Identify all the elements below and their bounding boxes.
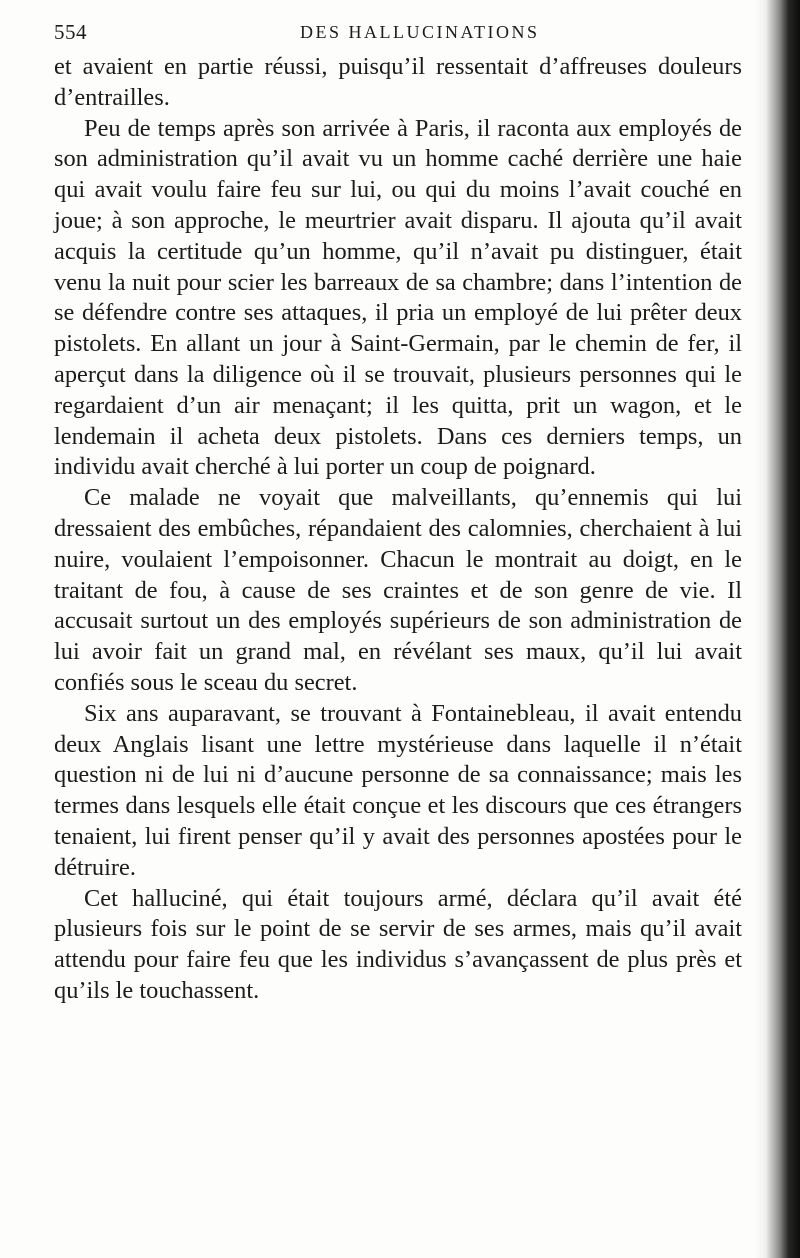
paragraph: et avaient en partie réussi, puisqu’il ressentait d’affreuses douleurs d’entrailles.: [54, 53, 742, 111]
page-header: [54, 18, 744, 48]
paragraph: Ce malade ne voyait que malveillants, qu’ennemis qui lui dressaient des embûches, répandaient des calomnies, cherchaient à lui nuire, voulaient l’empoisonner. Chacun le montrait au doigt, en le traitant de fou, à cause de ses craintes et de son genre de vie. Il accusait surtout un des employés supérieurs de son administration de lui avoir fait un grand mal, en révélant ses maux, qu’il lui avait confiés sous le sceau du secret.: [54, 484, 742, 696]
book-spine-shadow: [754, 0, 800, 1258]
paragraph: Peu de temps après son arrivée à Paris, il raconta aux employés de son administration qu’il avait vu un homme caché derrière une haie qui avait voulu faire feu sur lui, ou qui du moins l’avait couché en joue; à son approche, le meurtrier avait disparu. Il ajouta qu’il avait acquis la certitude qu’un homme, qu’il n’avait pu distinguer, était venu la nuit pour scier les barreaux de sa chambre; dans l’intention de se défendre contre ses attaques, il pria un employé de lui prêter deux pistolets. En allant un jour à Saint-Germain, par le chemin de fer, il aperçut dans la diligence où il se trouvait, plusieurs personnes qui le regardaient d’un air menaçant; il les quitta, prit un wagon, et le lendemain il acheta deux pistolets. Dans ces derniers temps, un individu avait cherché à lui porter un coup de poignard.: [54, 114, 742, 481]
paragraph: Six ans auparavant, se trouvant à Fontainebleau, il avait entendu deux Anglais lisant une lettre mystérieuse dans laquelle il n’était question ni de lui ni d’aucune personne de sa connaissance; mais les termes dans lesquels elle était conçue et les discours que ces étrangers tenaient, lui firent penser qu’il y avait des personnes apostées pour le détruire.: [54, 699, 742, 881]
body-text: [54, 52, 742, 1007]
paragraph: Cet halluciné, qui était toujours armé, déclara qu’il avait été plusieurs fois sur le point de se servir de ses armes, mais qu’il avait attendu pour faire feu que les individus s’avançassent de plus près et qu’ils le touchassent.: [54, 884, 742, 1004]
running-title: DES HALLUCINATIONS: [300, 22, 540, 42]
page-number: 554: [54, 20, 87, 44]
